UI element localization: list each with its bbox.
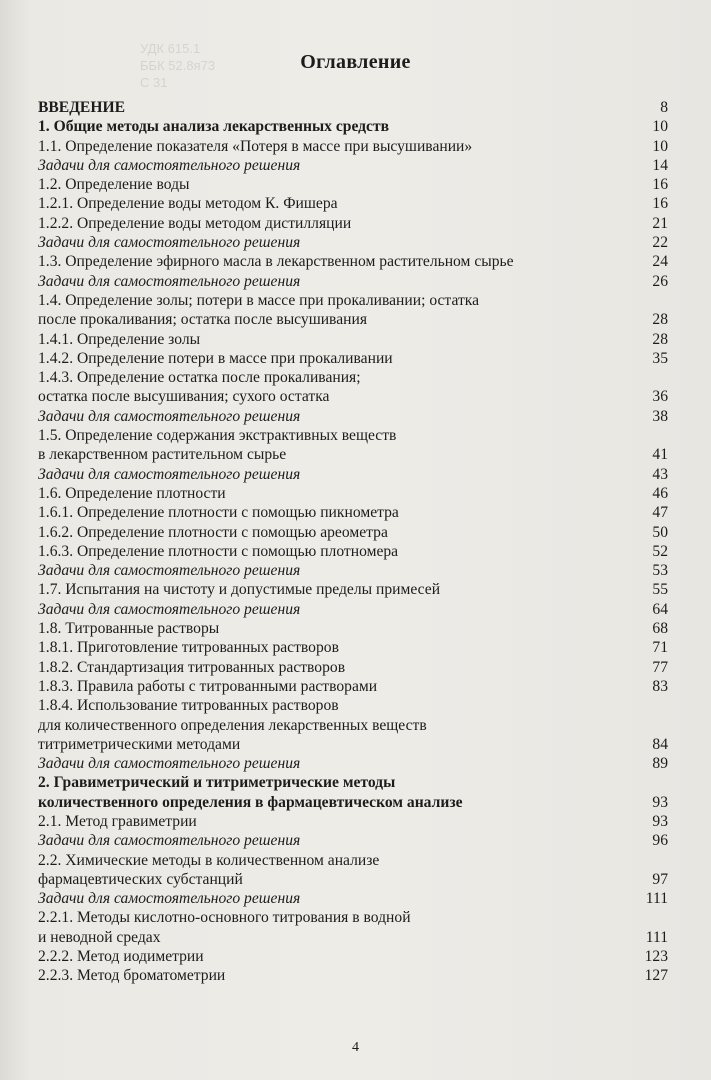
toc-entry bbox=[38, 677, 668, 696]
toc-entry-title: 2.2.2. Метод иодиметрии bbox=[38, 948, 204, 966]
toc-entry-title: Задачи для самостоятельного решения bbox=[38, 272, 301, 290]
toc-entry-page: 111 bbox=[645, 928, 668, 946]
toc-entry-page: 84 bbox=[652, 735, 668, 753]
toc-entry-title: 1.6.3. Определение плотности с помощью плотномера bbox=[38, 542, 399, 560]
toc-entry-title: 1.3. Определение эфирного масла в лекарственном растительном сырье bbox=[38, 253, 514, 271]
toc-entry-page: 8 bbox=[660, 99, 668, 116]
toc-entry-page: 28 bbox=[652, 330, 668, 348]
toc-entry-title: 1.8.2. Стандартизация титрованных растворов bbox=[38, 658, 346, 676]
toc-entry-title: и неводной средах bbox=[38, 928, 161, 946]
toc-entry-title: 1.1. Определение показателя «Потеря в массе при высушивании» bbox=[38, 137, 473, 155]
toc-entry-page: 14 bbox=[652, 156, 668, 174]
ghost-line: С 31 bbox=[140, 75, 168, 90]
toc-entry-title: 1.6.2. Определение плотности с помощью ареометра bbox=[38, 523, 388, 541]
toc-entry bbox=[38, 580, 668, 599]
toc-entry bbox=[38, 600, 668, 619]
toc-entry-page: 16 bbox=[652, 195, 668, 213]
toc-entry bbox=[38, 465, 668, 484]
toc-entry bbox=[38, 214, 668, 233]
toc-entry-title: 1.8.1. Приготовление титрованных растворов bbox=[38, 639, 339, 657]
toc-entry-page: 127 bbox=[644, 967, 668, 985]
toc-entry-page: 46 bbox=[652, 484, 668, 502]
toc-entry-page: 26 bbox=[652, 272, 668, 290]
toc-entry bbox=[38, 754, 668, 773]
toc-entry bbox=[38, 368, 668, 387]
toc-entry-page: 97 bbox=[652, 870, 668, 888]
toc-entry-title: 1.8.3. Правила работы с титрованными растворами bbox=[38, 677, 378, 695]
toc-entry-title: 2.2.3. Метод броматометрии bbox=[38, 967, 226, 985]
toc-entry bbox=[38, 947, 668, 966]
page-title: Оглавление bbox=[300, 51, 411, 73]
toc-entry-title: 1.2.2. Определение воды методом дистилляции bbox=[38, 214, 352, 232]
toc-entry-title: Задачи для самостоятельного решения bbox=[38, 832, 301, 850]
toc-entry bbox=[38, 272, 668, 291]
toc-entry-page: 10 bbox=[652, 118, 668, 136]
toc-entry-title: в лекарственном растительном сырье bbox=[38, 446, 287, 464]
toc-entry-page: 36 bbox=[652, 388, 668, 406]
toc-entry bbox=[38, 349, 668, 368]
toc-entry-title: после прокаливания; остатка после высушивания bbox=[38, 311, 367, 329]
toc-entry bbox=[38, 928, 668, 947]
toc-entry-title: 1.4. Определение золы; потери в массе при прокаливании; остатка bbox=[38, 291, 480, 309]
toc-entry bbox=[38, 889, 668, 908]
toc-entry-page: 64 bbox=[652, 600, 668, 618]
toc-entry-title: количественного определения в фармацевтическом анализе bbox=[38, 793, 463, 811]
toc-entry-page: 22 bbox=[652, 234, 668, 252]
toc-entry bbox=[38, 156, 668, 175]
toc-entry-title: 1.6.1. Определение плотности с помощью пикнометра bbox=[38, 504, 399, 522]
toc-entry-title: Задачи для самостоятельного решения bbox=[38, 890, 301, 908]
toc-entry-title: Задачи для самостоятельного решения bbox=[38, 234, 301, 252]
toc-entry bbox=[38, 735, 668, 754]
toc-entry-title: 1.4.1. Определение золы bbox=[38, 330, 201, 348]
toc-entry bbox=[38, 503, 668, 522]
toc-entry-title: для количественного определения лекарственных веществ bbox=[38, 716, 427, 734]
toc-entry-page: 47 bbox=[652, 504, 668, 522]
toc-entry bbox=[38, 542, 668, 561]
toc-entry bbox=[38, 426, 668, 445]
ghost-line: УДК 615.1 bbox=[140, 41, 201, 56]
toc-entry-title: ВВЕДЕНИЕ bbox=[38, 99, 125, 116]
toc-entry bbox=[38, 330, 668, 349]
toc-entry bbox=[38, 98, 668, 117]
toc-entry-title: 1.4.2. Определение потери в массе при прокаливании bbox=[38, 349, 393, 367]
toc-entry bbox=[38, 870, 668, 889]
toc-entry-page: 83 bbox=[652, 677, 668, 695]
toc-entry bbox=[38, 387, 668, 406]
toc-entry-page: 93 bbox=[652, 812, 668, 830]
toc-entry bbox=[38, 175, 668, 194]
toc-entry-page: 71 bbox=[652, 639, 668, 657]
toc-entry-title: 1.6. Определение плотности bbox=[38, 484, 226, 502]
toc-entry bbox=[38, 638, 668, 657]
toc-entry-title: остатка после высушивания; сухого остатка bbox=[38, 388, 330, 406]
toc-entry bbox=[38, 233, 668, 252]
toc-entry bbox=[38, 716, 668, 735]
toc-entry-page: 68 bbox=[652, 620, 668, 638]
toc-entry bbox=[38, 619, 668, 638]
page-number: 4 bbox=[352, 1040, 359, 1055]
toc-entry-page: 16 bbox=[652, 176, 668, 194]
toc-entry bbox=[38, 137, 668, 156]
toc-entry-title: титриметрическими методами bbox=[38, 735, 241, 753]
toc-entry-page: 43 bbox=[652, 465, 668, 483]
toc-entry bbox=[38, 831, 668, 850]
toc-entry-title: Задачи для самостоятельного решения bbox=[38, 465, 301, 483]
toc-entry bbox=[38, 117, 668, 136]
toc-entry-page: 21 bbox=[652, 214, 668, 232]
toc-entry-page: 55 bbox=[652, 581, 668, 599]
toc-entry bbox=[38, 194, 668, 213]
toc-entry-page: 41 bbox=[652, 446, 668, 464]
table-of-contents bbox=[38, 98, 668, 986]
toc-entry-page: 38 bbox=[652, 407, 668, 425]
toc-entry-title: 2.1. Метод гравиметрии bbox=[38, 812, 197, 830]
toc-entry-title: 2.2.1. Методы кислотно-основного титрования в водной bbox=[38, 909, 411, 927]
toc-entry bbox=[38, 445, 668, 464]
toc-entry bbox=[38, 523, 668, 542]
toc-entry-page: 10 bbox=[652, 137, 668, 155]
toc-entry-title: 1.4.3. Определение остатка после прокаливания; bbox=[38, 369, 361, 387]
toc-entry-page: 24 bbox=[652, 253, 668, 271]
toc-entry-title: 1.5. Определение содержания экстрактивных веществ bbox=[38, 427, 397, 445]
toc-entry-title: 2. Гравиметрический и титриметрические методы bbox=[38, 774, 396, 792]
toc-entry-title: 2.2. Химические методы в количественном анализе bbox=[38, 851, 380, 869]
toc-entry-title: Задачи для самостоятельного решения bbox=[38, 407, 301, 425]
toc-entry-page: 53 bbox=[652, 562, 668, 580]
toc-entry bbox=[38, 252, 668, 271]
toc-entry bbox=[38, 696, 668, 715]
toc-entry bbox=[38, 812, 668, 831]
toc-entry bbox=[38, 291, 668, 310]
toc-entry bbox=[38, 773, 668, 792]
toc-entry bbox=[38, 908, 668, 927]
toc-entry-page: 93 bbox=[652, 793, 668, 811]
toc-entry-title: Задачи для самостоятельного решения bbox=[38, 562, 301, 580]
toc-entry-page: 96 bbox=[652, 832, 668, 850]
toc-entry-page: 28 bbox=[652, 311, 668, 329]
toc-entry-title: Задачи для самостоятельного решения bbox=[38, 600, 301, 618]
toc-entry bbox=[38, 484, 668, 503]
toc-entry-title: 1.8.4. Использование титрованных растворов bbox=[38, 697, 339, 715]
toc-entry-title: 1.2.1. Определение воды методом К. Фишера bbox=[38, 195, 338, 213]
toc-entry-title: Задачи для самостоятельного решения bbox=[38, 156, 301, 174]
toc-entry bbox=[38, 561, 668, 580]
toc-entry-page: 35 bbox=[652, 349, 668, 367]
toc-entry bbox=[38, 407, 668, 426]
toc-entry-title: 1.2. Определение воды bbox=[38, 176, 190, 194]
toc-entry-page: 50 bbox=[652, 523, 668, 541]
toc-entry-title: 1.7. Испытания на чистоту и допустимые пределы примесей bbox=[38, 581, 441, 599]
toc-entry-page: 52 bbox=[652, 542, 668, 560]
toc-entry-title: фармацевтических субстанций bbox=[38, 870, 243, 888]
toc-entry-title: Задачи для самостоятельного решения bbox=[38, 755, 301, 773]
toc-entry bbox=[38, 793, 668, 812]
toc-entry bbox=[38, 658, 668, 677]
toc-entry bbox=[38, 310, 668, 329]
toc-entry-title: 1. Общие методы анализа лекарственных средств bbox=[38, 118, 390, 136]
toc-entry-page: 123 bbox=[644, 948, 668, 966]
toc-entry-page: 89 bbox=[652, 755, 668, 773]
toc-entry-title: 1.8. Титрованные растворы bbox=[38, 620, 220, 638]
toc-entry-page: 77 bbox=[652, 658, 668, 676]
ghost-line: ББК 52.8я73 bbox=[140, 58, 216, 73]
toc-entry-page: 111 bbox=[645, 890, 668, 908]
toc-entry bbox=[38, 966, 668, 985]
toc-entry bbox=[38, 851, 668, 870]
